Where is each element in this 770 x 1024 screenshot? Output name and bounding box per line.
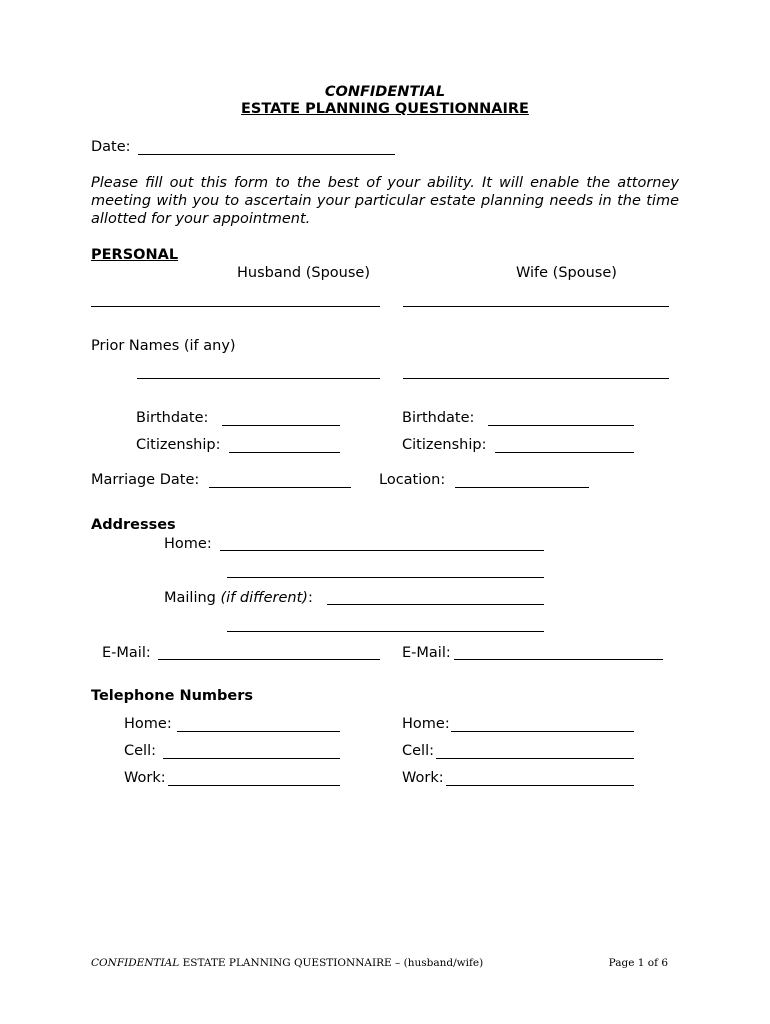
husband-cell-phone-label: Cell: [124, 743, 156, 759]
personal-heading: PERSONAL [91, 247, 179, 263]
husband-work-phone-field[interactable] [168, 785, 340, 786]
husband-citizenship-field[interactable] [229, 452, 340, 453]
husband-birthdate-label: Birthdate: [136, 410, 209, 426]
questionnaire-title: ESTATE PLANNING QUESTIONNAIRE [241, 101, 529, 117]
wife-name-field[interactable] [403, 306, 669, 307]
footer-title: ESTATE PLANNING QUESTIONNAIRE – (husband/wife) [179, 957, 484, 969]
date-field[interactable] [138, 154, 395, 155]
husband-home-phone-label: Home: [124, 716, 172, 732]
husband-email-field[interactable] [158, 659, 380, 660]
date-label: Date: [91, 139, 131, 155]
prior-names-label: Prior Names (if any) [91, 338, 236, 354]
page-number: Page 1 of 6 [608, 957, 668, 969]
mailing-label-text: Mailing [164, 590, 216, 606]
home-address-label: Home: [164, 536, 212, 552]
husband-name-field[interactable] [91, 306, 380, 307]
marriage-date-label: Marriage Date: [91, 472, 200, 488]
wife-prior-names-field[interactable] [403, 378, 669, 379]
husband-prior-names-field[interactable] [137, 378, 380, 379]
wife-birthdate-label: Birthdate: [402, 410, 475, 426]
husband-home-phone-field[interactable] [177, 731, 340, 732]
mailing-address-line2-field[interactable] [227, 631, 544, 632]
wife-cell-phone-field[interactable] [436, 758, 634, 759]
home-address-field[interactable] [220, 550, 544, 551]
telephone-heading: Telephone Numbers [91, 688, 254, 704]
wife-citizenship-label: Citizenship: [402, 437, 487, 453]
wife-home-phone-label: Home: [402, 716, 450, 732]
wife-citizenship-field[interactable] [495, 452, 634, 453]
husband-citizenship-label: Citizenship: [136, 437, 221, 453]
husband-email-label: E-Mail: [102, 645, 151, 661]
wife-birthdate-field[interactable] [488, 425, 634, 426]
mailing-colon-text: : [307, 590, 313, 606]
location-label: Location: [379, 472, 446, 488]
wife-work-phone-field[interactable] [446, 785, 634, 786]
wife-email-field[interactable] [454, 659, 663, 660]
wife-home-phone-field[interactable] [451, 731, 634, 732]
location-field[interactable] [455, 487, 589, 488]
wife-work-phone-label: Work: [402, 770, 444, 786]
confidential-title: CONFIDENTIAL [324, 84, 446, 100]
wife-email-label: E-Mail: [402, 645, 451, 661]
marriage-date-field[interactable] [209, 487, 351, 488]
husband-work-phone-label: Work: [124, 770, 166, 786]
wife-cell-phone-label: Cell: [402, 743, 434, 759]
mailing-note-text: (if different) [220, 590, 308, 606]
addresses-heading: Addresses [91, 517, 176, 533]
footer-confidential: CONFIDENTIAL [91, 957, 180, 969]
husband-column-label: Husband (Spouse) [237, 265, 370, 281]
intro-paragraph: Please fill out this form to the best of your ability. It will enable the attorney meeting with you to ascertain your particular estate planning needs in the time allotted for your appointment. [91, 175, 679, 227]
husband-cell-phone-field[interactable] [163, 758, 340, 759]
mailing-address-field[interactable] [327, 604, 544, 605]
home-address-line2-field[interactable] [227, 577, 544, 578]
wife-column-label: Wife (Spouse) [516, 265, 617, 281]
footer-left [91, 957, 483, 969]
husband-birthdate-field[interactable] [222, 425, 340, 426]
mailing-address-label [164, 590, 313, 606]
